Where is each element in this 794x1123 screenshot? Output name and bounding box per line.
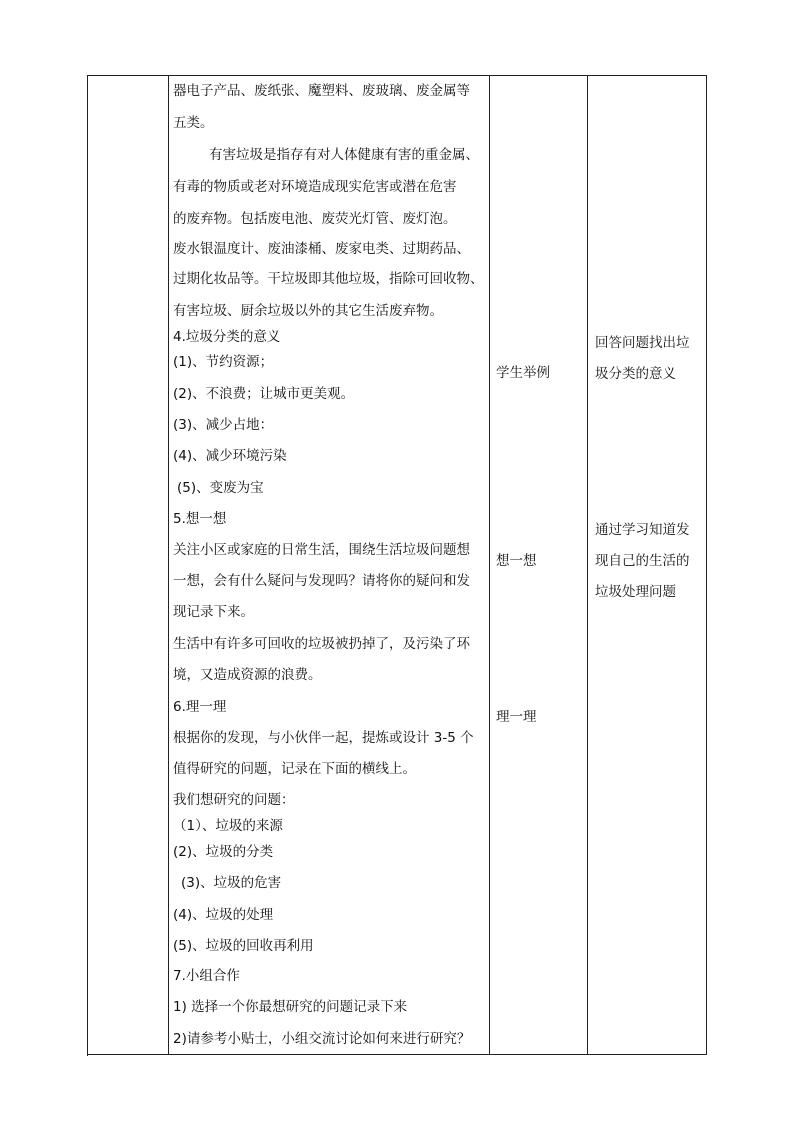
content-line: (4)、垃圾的处理 xyxy=(173,907,274,923)
content-line: (5)、垃圾的回收再利用 xyxy=(173,938,314,954)
content-line: 有害垃圾是指存有对人体健康有害的重金属、 xyxy=(209,147,479,163)
content-line: 我们想研究的问题： xyxy=(173,792,295,808)
content-line: 值得研究的问题，记录在下面的横线上。 xyxy=(173,761,416,777)
content-line: 有害垃圾、厨余垃圾以外的其它生活废弃物。 xyxy=(173,303,443,319)
content-line: （1）、垃圾的来源 xyxy=(173,818,283,834)
intent-line: 通过学习知道发 xyxy=(595,522,690,538)
content-line: 有毒的物质或老对环境造成现实危害或潜在危害 xyxy=(173,179,457,195)
activity-label: 想一想 xyxy=(496,553,537,569)
content-line: 2)请参考小贴士，小组交流讨论如何来进行研究？ xyxy=(173,1031,471,1047)
section-heading: 4.垃圾分类的意义 xyxy=(173,329,281,345)
content-line: 的废弃物。包括废电池、废荧光灯管、废灯泡。 xyxy=(173,211,457,227)
activity-label: 理一理 xyxy=(496,709,537,725)
content-line: (4)、减少环境污染 xyxy=(173,448,287,464)
content-line: (2)、垃圾的分类 xyxy=(173,844,274,860)
content-line: 一想，会有什么疑问与发现吗？请将你的疑问和发 xyxy=(173,573,470,589)
content-line: 1) 选择一个你最想研究的问题记录下来 xyxy=(173,999,408,1015)
content-line: (2)、不浪费；让城市更美观。 xyxy=(173,386,355,402)
column-divider-2 xyxy=(489,75,490,1055)
intent-line: 垃圾处理问题 xyxy=(595,584,676,600)
content-line: (1)、节约资源； xyxy=(173,354,274,370)
content-line: 生活中有许多可回收的垃圾被扔掉了，及污染了环 xyxy=(173,636,470,652)
intent-line: 现自己的生活的 xyxy=(595,553,690,569)
column-divider-1 xyxy=(168,75,169,1055)
content-line: 现记录下来。 xyxy=(173,604,254,620)
content-line: 过期化妆品等。干垃圾即其他垃圾，指除可回收物、 xyxy=(173,271,484,287)
content-line: 关注小区或家庭的日常生活，围绕生活垃圾问题想 xyxy=(173,542,470,558)
content-line: (3)、垃圾的危害 xyxy=(181,875,282,891)
content-line: 器电子产品、废纸张、魔塑料、废玻璃、废金属等 xyxy=(173,83,470,99)
table-right-border xyxy=(706,75,707,1055)
section-heading: 7.小组合作 xyxy=(173,968,240,984)
column-divider-3 xyxy=(587,75,588,1055)
content-line: (3)、减少占地： xyxy=(173,417,274,433)
activity-label: 学生举例 xyxy=(496,365,550,381)
content-line: (5)、变废为宝 xyxy=(177,480,264,496)
table-bottom-border xyxy=(87,1054,707,1055)
section-heading: 6.理一理 xyxy=(173,699,227,715)
content-line: 废水银温度计、废油漆桶、废家电类、过期药品、 xyxy=(173,241,470,257)
intent-line: 圾分类的意义 xyxy=(595,366,676,382)
content-line: 五类。 xyxy=(173,115,214,131)
intent-line: 回答问题找出垃 xyxy=(595,335,690,351)
content-line: 根据你的发现，与小伙伴一起，提炼或设计 3-5 个 xyxy=(173,730,474,746)
content-line: 境，又造成资源的浪费。 xyxy=(173,667,322,683)
section-heading: 5.想一想 xyxy=(173,511,227,527)
